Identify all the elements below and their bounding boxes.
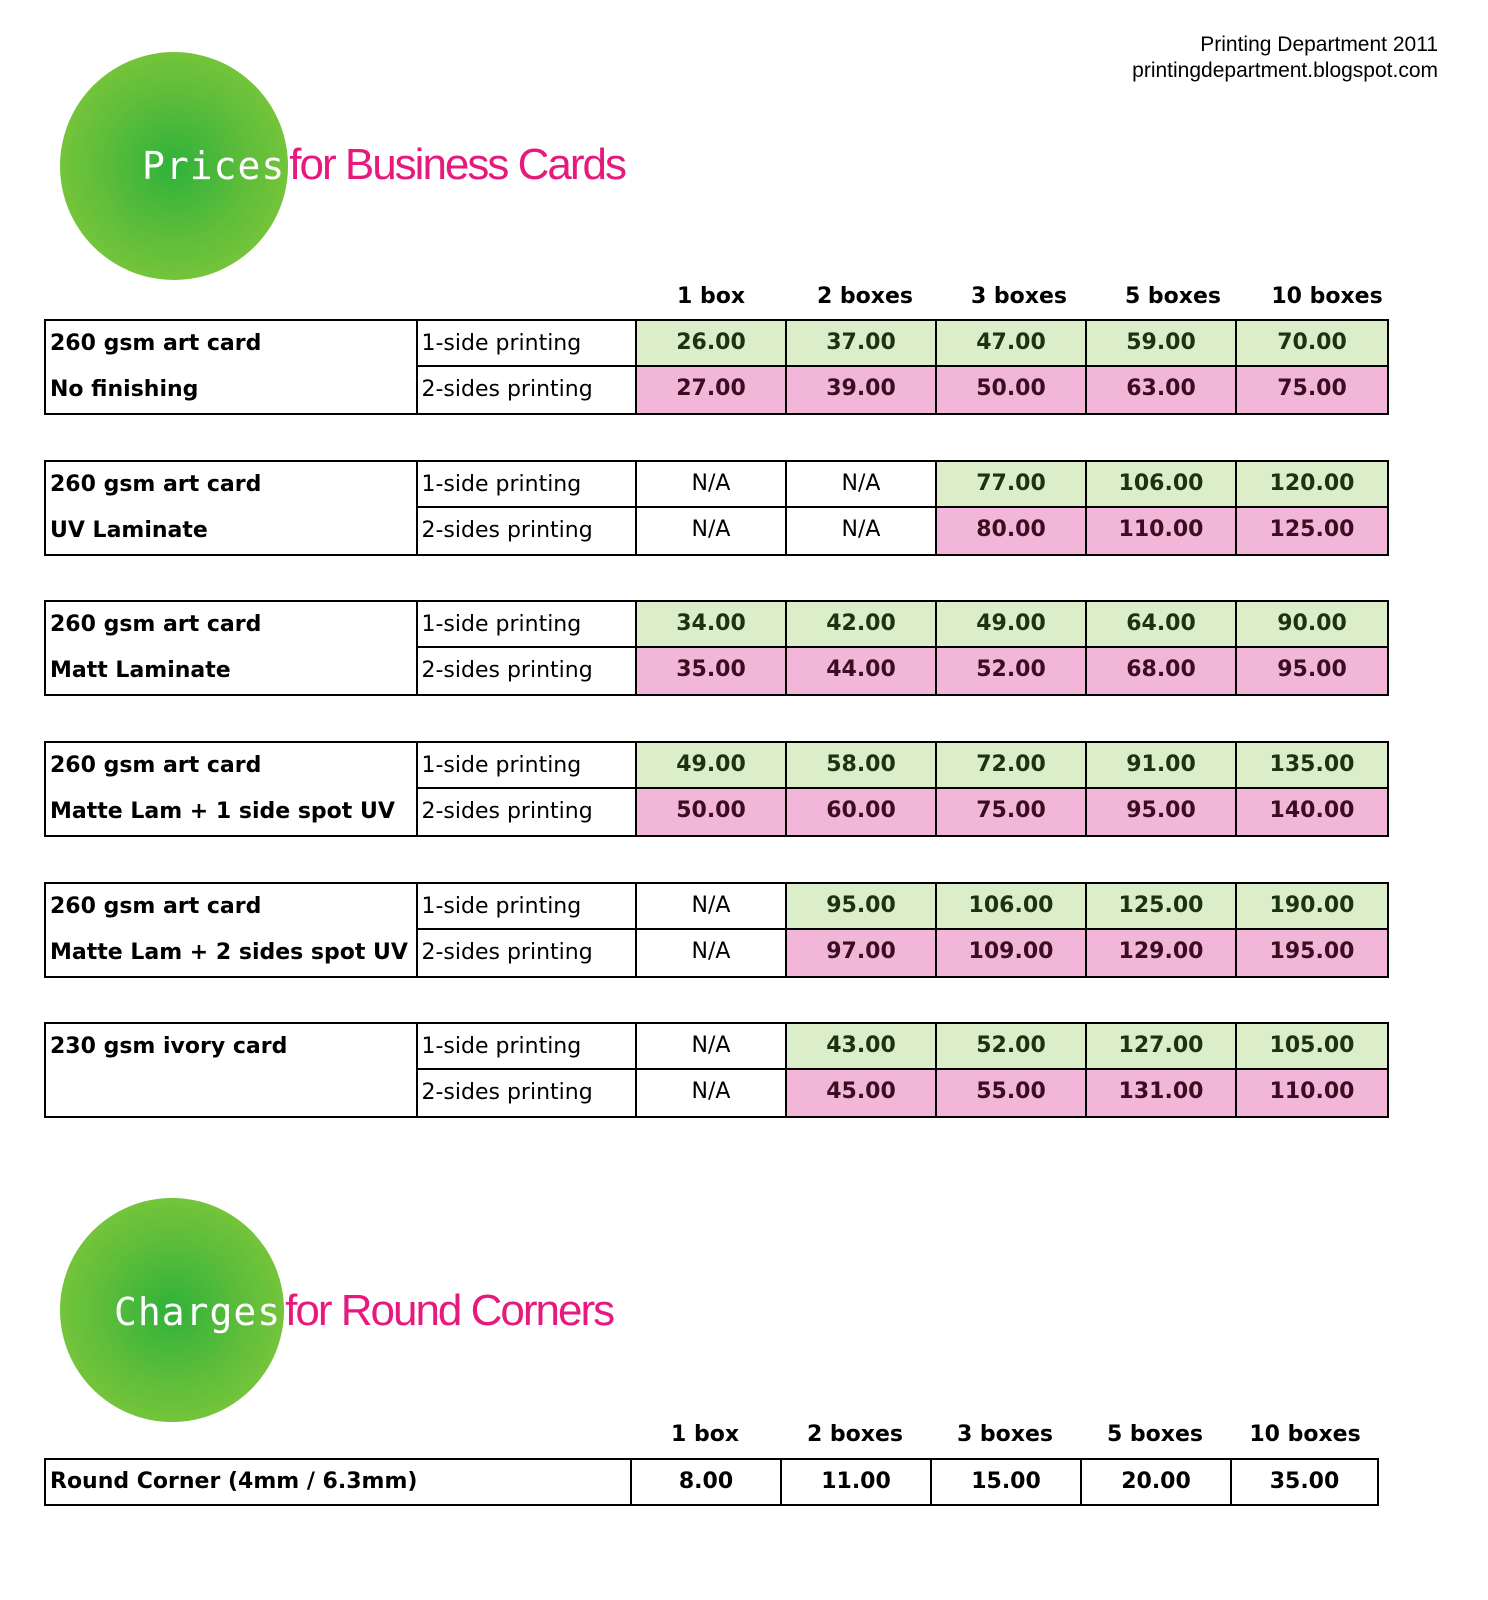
price-cell: 190.00	[1237, 884, 1387, 928]
table-row	[637, 1070, 1387, 1116]
price-table	[44, 882, 1389, 978]
price-cell: 97.00	[787, 930, 937, 976]
price-cell: 37.00	[787, 321, 937, 365]
product-stock: 260 gsm art card	[50, 894, 262, 919]
price-cell: 106.00	[937, 884, 1087, 928]
section1-heading-rest: for Business Cards	[289, 140, 625, 189]
print-options	[418, 602, 638, 694]
table-row	[637, 930, 1387, 976]
price-cell: 125.00	[1087, 884, 1237, 928]
column-header: 1 box	[670, 1422, 740, 1447]
price-cell: 75.00	[937, 789, 1087, 835]
price-cell: 195.00	[1237, 930, 1387, 976]
print-option-label: 1-side printing	[418, 602, 636, 648]
section1-column-headers	[634, 284, 1404, 309]
section1-heading-mono: Prices	[142, 144, 286, 188]
round-corner-price: 8.00	[632, 1460, 782, 1504]
table-row	[637, 743, 1387, 789]
print-option-label: 1-side printing	[418, 321, 636, 367]
credits-line-2: printingdepartment.blogspot.com	[1132, 59, 1438, 82]
price-cell: 34.00	[637, 602, 787, 646]
price-grid	[637, 321, 1387, 413]
table-row	[637, 462, 1387, 508]
section2-heading	[114, 1286, 613, 1336]
print-options	[418, 884, 638, 976]
price-cell: 90.00	[1237, 602, 1387, 646]
price-cell: 52.00	[937, 648, 1087, 694]
price-cell: N/A	[637, 508, 787, 554]
product-finishing: UV Laminate	[50, 518, 208, 543]
price-cell: 35.00	[637, 648, 787, 694]
print-option-label: 2-sides printing	[421, 377, 593, 402]
table-row	[637, 789, 1387, 835]
price-cell: 27.00	[637, 367, 787, 413]
column-header: 1 box	[676, 284, 746, 309]
column-header: 5 boxes	[1106, 1422, 1204, 1447]
price-cell: 131.00	[1087, 1070, 1237, 1116]
table-row	[637, 321, 1387, 367]
price-cell: 140.00	[1237, 789, 1387, 835]
price-grid	[637, 743, 1387, 835]
price-grid	[637, 602, 1387, 694]
price-cell: 49.00	[937, 602, 1087, 646]
price-cell: 60.00	[787, 789, 937, 835]
price-cell: 52.00	[937, 1024, 1087, 1068]
round-corner-price: 11.00	[782, 1460, 932, 1504]
table-row	[637, 602, 1387, 648]
credits-line-1: Printing Department 2011	[1200, 33, 1438, 56]
price-cell: N/A	[637, 930, 787, 976]
product-name	[46, 884, 418, 976]
print-option-label: 1-side printing	[418, 884, 636, 930]
price-cell: 95.00	[787, 884, 937, 928]
product-name	[46, 602, 418, 694]
table-row	[637, 1024, 1387, 1070]
print-option-label: 2-sides printing	[421, 940, 593, 965]
price-table	[44, 741, 1389, 837]
section1-heading	[142, 140, 625, 190]
price-cell: N/A	[637, 1024, 787, 1068]
print-option-label: 2-sides printing	[421, 518, 593, 543]
table-row	[637, 648, 1387, 694]
price-cell: 95.00	[1087, 789, 1237, 835]
column-header: 5 boxes	[1124, 284, 1222, 309]
price-cell: 44.00	[787, 648, 937, 694]
price-cell: N/A	[637, 884, 787, 928]
price-cell: 127.00	[1087, 1024, 1237, 1068]
price-cell: 109.00	[937, 930, 1087, 976]
section2-column-headers	[630, 1422, 1380, 1447]
table-row	[637, 884, 1387, 930]
price-cell: N/A	[637, 462, 787, 506]
product-name	[46, 743, 418, 835]
price-cell: 68.00	[1087, 648, 1237, 694]
print-options	[418, 1024, 638, 1116]
price-cell: 72.00	[937, 743, 1087, 787]
price-cell: 45.00	[787, 1070, 937, 1116]
price-cell: 47.00	[937, 321, 1087, 365]
price-cell: 125.00	[1237, 508, 1387, 554]
product-finishing: Matt Laminate	[50, 658, 231, 683]
price-cell: N/A	[637, 1070, 787, 1116]
price-cell: 106.00	[1087, 462, 1237, 506]
column-header: 3 boxes	[956, 1422, 1054, 1447]
price-cell: 59.00	[1087, 321, 1237, 365]
product-name	[46, 462, 418, 554]
price-cell: 55.00	[937, 1070, 1087, 1116]
price-cell: 120.00	[1237, 462, 1387, 506]
price-cell: 129.00	[1087, 930, 1237, 976]
column-header: 10 boxes	[1249, 1422, 1361, 1447]
price-table	[44, 319, 1389, 415]
price-cell: 70.00	[1237, 321, 1387, 365]
product-name	[46, 1024, 418, 1116]
price-grid	[637, 462, 1387, 554]
round-corner-label: Round Corner (4mm / 6.3mm)	[46, 1460, 632, 1504]
round-corner-table	[44, 1458, 1379, 1506]
print-option-label: 1-side printing	[418, 743, 636, 789]
product-stock: 260 gsm art card	[50, 472, 262, 497]
price-cell: 77.00	[937, 462, 1087, 506]
table-row	[637, 508, 1387, 554]
product-stock: 260 gsm art card	[50, 331, 262, 356]
print-option-label: 2-sides printing	[421, 658, 593, 683]
round-corner-price: 35.00	[1269, 1469, 1340, 1494]
product-finishing: Matte Lam + 1 side spot UV	[50, 799, 395, 824]
product-finishing: Matte Lam + 2 sides spot UV	[50, 940, 408, 965]
price-cell: 110.00	[1237, 1070, 1387, 1116]
round-corner-price: 20.00	[1082, 1460, 1232, 1504]
table-row	[637, 367, 1387, 413]
price-grid	[637, 1024, 1387, 1116]
print-option-label: 1-side printing	[418, 462, 636, 508]
price-cell: 91.00	[1087, 743, 1237, 787]
price-cell: 50.00	[637, 789, 787, 835]
product-stock: 230 gsm ivory card	[50, 1034, 288, 1059]
price-cell: N/A	[787, 462, 937, 506]
price-cell: 105.00	[1237, 1024, 1387, 1068]
product-finishing: No finishing	[50, 377, 199, 402]
product-stock: 260 gsm art card	[50, 612, 262, 637]
column-header: 2 boxes	[806, 1422, 904, 1447]
column-header: 10 boxes	[1271, 284, 1383, 309]
section2-heading-mono: Charges	[114, 1290, 282, 1334]
price-cell: 49.00	[637, 743, 787, 787]
price-cell: 26.00	[637, 321, 787, 365]
price-cell: 50.00	[937, 367, 1087, 413]
price-table	[44, 460, 1389, 556]
product-name	[46, 321, 418, 413]
print-option-label: 2-sides printing	[421, 1080, 593, 1105]
price-cell: 39.00	[787, 367, 937, 413]
product-stock: 260 gsm art card	[50, 753, 262, 778]
round-corner-price: 15.00	[932, 1460, 1082, 1504]
price-cell: 110.00	[1087, 508, 1237, 554]
column-header: 3 boxes	[970, 284, 1068, 309]
product-finishing	[50, 1070, 416, 1116]
print-options	[418, 321, 638, 413]
credits	[1132, 32, 1438, 84]
price-cell: 64.00	[1087, 602, 1237, 646]
price-table	[44, 600, 1389, 696]
print-options	[418, 743, 638, 835]
price-cell: 95.00	[1237, 648, 1387, 694]
print-option-label: 2-sides printing	[421, 799, 593, 824]
price-cell: N/A	[787, 508, 937, 554]
price-table	[44, 1022, 1389, 1118]
section2-heading-rest: for Round Corners	[285, 1286, 614, 1335]
price-cell: 42.00	[787, 602, 937, 646]
price-cell: 43.00	[787, 1024, 937, 1068]
price-cell: 63.00	[1087, 367, 1237, 413]
price-cell: 75.00	[1237, 367, 1387, 413]
print-options	[418, 462, 638, 554]
price-cell: 135.00	[1237, 743, 1387, 787]
column-header: 2 boxes	[816, 284, 914, 309]
price-cell: 58.00	[787, 743, 937, 787]
price-grid	[637, 884, 1387, 976]
print-option-label: 1-side printing	[418, 1024, 636, 1070]
price-cell: 80.00	[937, 508, 1087, 554]
